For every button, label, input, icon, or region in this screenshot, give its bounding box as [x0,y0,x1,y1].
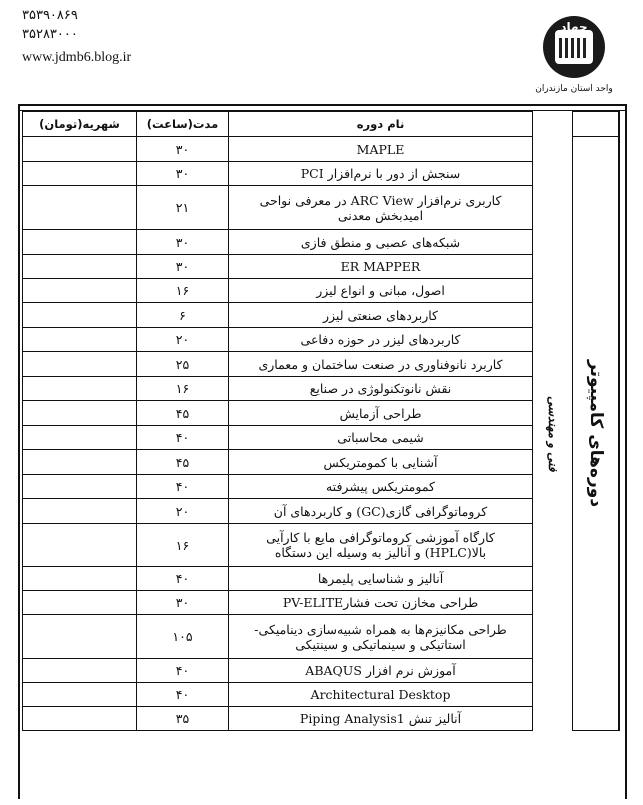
course-hours-cell: ۱۶ [137,524,229,567]
course-fee-cell [23,450,137,475]
course-fee-cell [23,567,137,591]
course-hours-cell: ۶ [137,303,229,328]
course-hours-cell: ۱۶ [137,377,229,401]
course-fee-cell [23,279,137,303]
course-fee-cell [23,707,137,731]
course-name-cell: طراحی مکانیزم‌ها به همراه شبیه‌سازی دینامیکی- استاتیکی و سینماتیکی و سینتیکی [229,615,533,659]
course-hours-cell: ۴۵ [137,450,229,475]
course-fee-cell [23,255,137,279]
course-fee-cell [23,615,137,659]
course-hours-cell: ۳۰ [137,230,229,255]
course-hours-cell: ۴۰ [137,683,229,707]
table-row [23,352,619,377]
column-header-name: نام دوره [229,112,533,137]
course-hours-cell: ۲۰ [137,499,229,524]
section-title-cell [573,137,619,731]
course-name-cell: کاربردهای صنعتی لیزر [229,303,533,328]
logo-subtitle: واحد استان مازندران [535,84,613,94]
group-label: فنی و مهندسی [546,395,560,472]
course-name-cell: آنالیز و شناسایی پلیمرها [229,567,533,591]
column-header-hours: مدت(ساعت) [137,112,229,137]
table-row [23,401,619,426]
course-name-cell: اصول، مبانی و انواع لیزر [229,279,533,303]
table-row [23,659,619,683]
header-blank [533,112,573,137]
table-row [23,303,619,328]
course-fee-cell [23,401,137,426]
course-name-cell: کروماتوگرافی گازی(GC) و کاربردهای آن [229,499,533,524]
course-fee-cell [23,683,137,707]
table-row [23,255,619,279]
course-hours-cell: ۱۰۵ [137,615,229,659]
course-name-cell: شیمی محاسباتی [229,426,533,450]
table-row [23,567,619,591]
course-hours-cell: ۲۰ [137,328,229,352]
table-row [23,230,619,255]
course-name-cell: آنالیز تنش Piping Analysis1 [229,707,533,731]
course-fee-cell [23,352,137,377]
table-row [23,615,619,659]
course-hours-cell: ۳۰ [137,255,229,279]
course-name-cell: نقش نانوتکنولوژی در صنایع [229,377,533,401]
course-name-cell: طراحی آزمایش [229,401,533,426]
course-name-cell: ER MAPPER [229,255,533,279]
table-header-row [23,112,619,137]
course-fee-cell [23,328,137,352]
table-row [23,186,619,230]
course-hours-cell: ۴۰ [137,475,229,499]
course-fee-cell [23,591,137,615]
course-fee-cell [23,303,137,328]
table-row [23,499,619,524]
course-fee-cell [23,230,137,255]
course-fee-cell [23,475,137,499]
phone-numbers [22,6,142,44]
section-title: دوره‌های کامپیوتر [585,359,606,508]
course-hours-cell: ۴۰ [137,426,229,450]
course-fee-cell [23,186,137,230]
course-fee-cell [23,426,137,450]
course-hours-cell: ۳۰ [137,591,229,615]
course-hours-cell: ۴۵ [137,401,229,426]
course-fee-cell [23,499,137,524]
course-hours-cell: ۴۰ [137,659,229,683]
table-row [23,426,619,450]
course-hours-cell: ۳۵ [137,707,229,731]
table-row [23,475,619,499]
logo-word: جهاد [560,20,588,34]
course-name-cell: شبکه‌های عصبی و منطق فازی [229,230,533,255]
table-row [23,524,619,567]
courses-table [22,111,620,731]
course-fee-cell [23,524,137,567]
group-label-cell [533,137,573,731]
course-fee-cell [23,659,137,683]
course-name-cell: کاربردهای لیزر در حوزه دفاعی [229,328,533,352]
course-fee-cell [23,377,137,401]
table-row [23,591,619,615]
course-hours-cell: ۴۰ [137,567,229,591]
table-row [23,377,619,401]
course-hours-cell: ۲۱ [137,186,229,230]
course-name-cell: طراحی مخازن تحت فشارPV-ELITE [229,591,533,615]
course-name-cell: کاربری نرم‌افزار ARC View در معرفی نواحی امیدبخش معدنی [229,186,533,230]
course-hours-cell: ۳۰ [137,137,229,162]
table-row [23,450,619,475]
table-row [23,328,619,352]
course-hours-cell: ۲۵ [137,352,229,377]
course-hours-cell: ۱۶ [137,279,229,303]
course-fee-cell [23,137,137,162]
header-blank [573,112,619,137]
organization-logo [524,16,624,100]
course-hours-cell: ۳۰ [137,162,229,186]
table-row [23,137,619,162]
course-name-cell: Architectural Desktop [229,683,533,707]
table-row [23,162,619,186]
course-name-cell: کارگاه آموزشی کروماتوگرافی مایع با کارآیی بالا(HPLC) و آنالیز به وسیله این دستگاه [229,524,533,567]
course-name-cell: آشنایی با کمومتریکس [229,450,533,475]
course-name-cell: آموزش نرم افزار ABAQUS [229,659,533,683]
course-name-cell: کمومتریکس پیشرفته [229,475,533,499]
column-header-fee: شهریه(تومان) [23,112,137,137]
table-row [23,707,619,731]
course-name-cell: سنجش از دور با نرم‌افزار PCI [229,162,533,186]
website-url[interactable]: www.jdmb6.blog.ir [22,50,132,65]
course-fee-cell [23,162,137,186]
course-name-cell: MAPLE [229,137,533,162]
table-row [23,683,619,707]
table-row [23,279,619,303]
logo-seal-icon [543,16,605,78]
phone-number: ۳۵۲۸۳۰۰۰ [22,27,78,42]
course-name-cell: کاربرد نانوفناوری در صنعت ساختمان و معماری [229,352,533,377]
phone-number: ۳۵۳۹۰۸۶۹ [22,8,78,23]
